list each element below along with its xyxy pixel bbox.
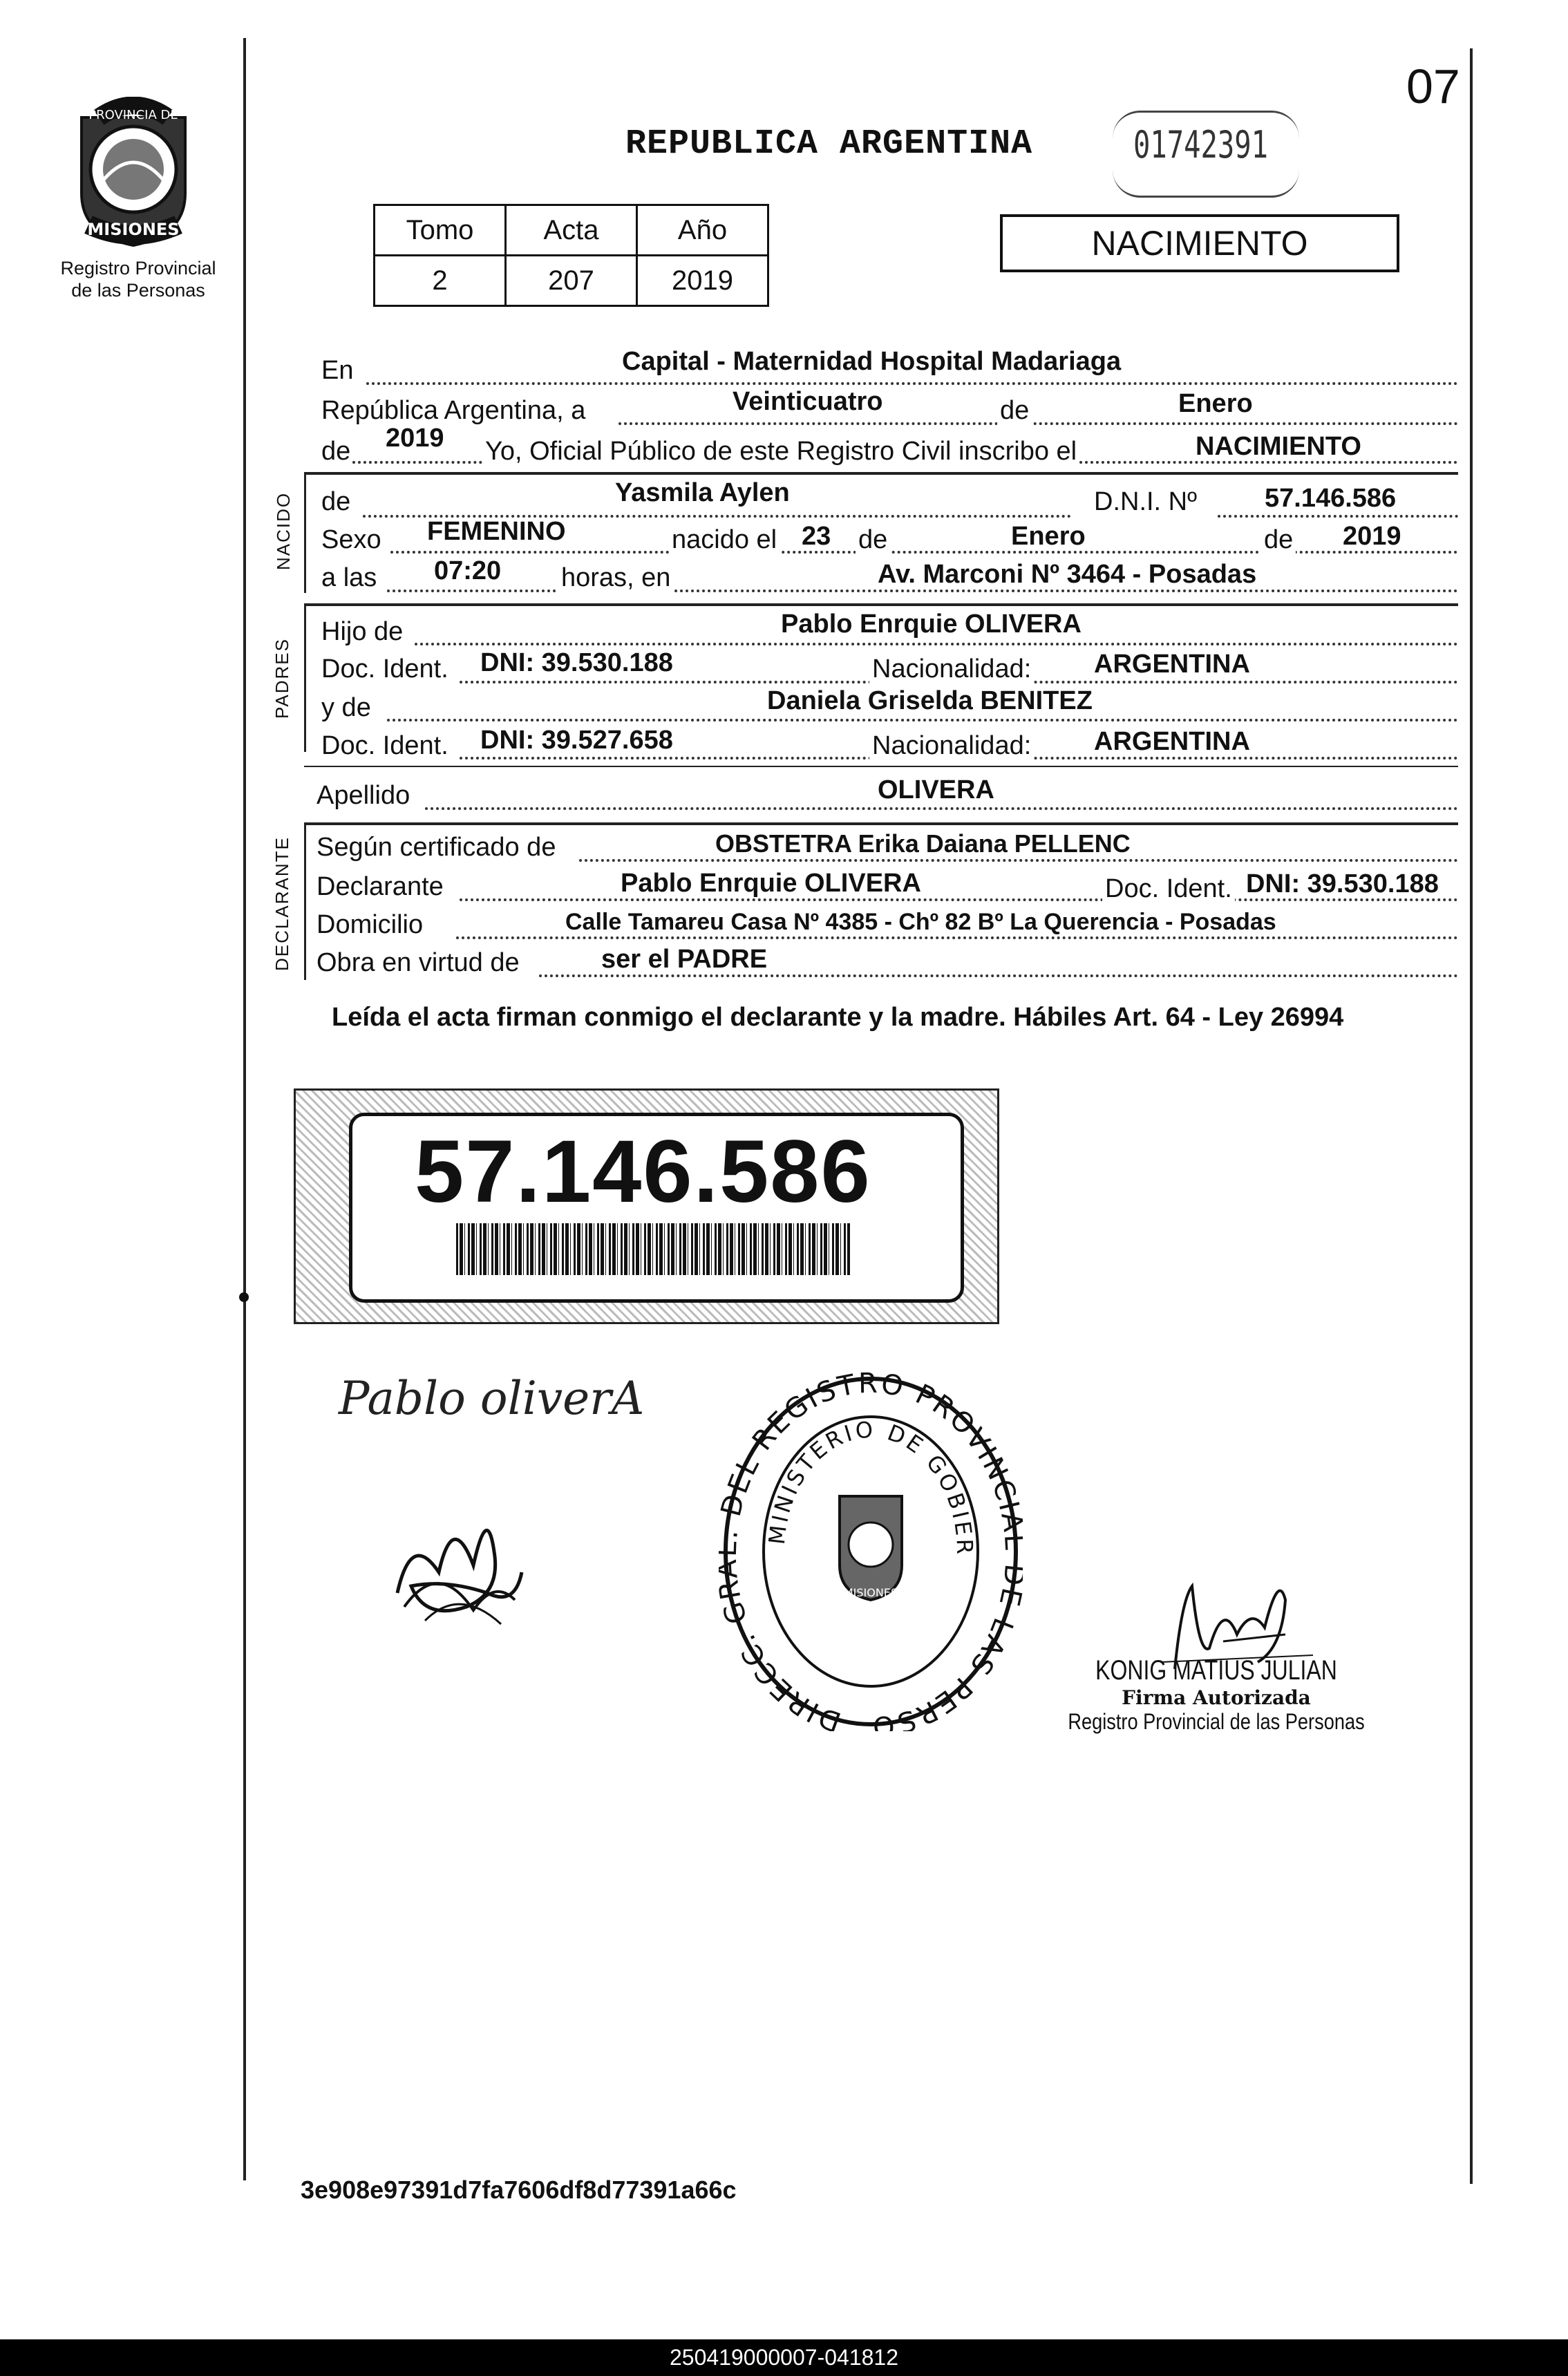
declarante-top-rule <box>304 822 1458 825</box>
date-de-label: de <box>997 396 1032 426</box>
date-dots <box>618 422 1458 425</box>
obra-label: Obra en virtud de <box>317 948 520 977</box>
document-hash: 3e908e97391d7fa7606df8d77391a66c <box>301 2176 737 2204</box>
left-margin-line <box>243 38 246 2180</box>
nacido-section-label: NACIDO <box>273 491 294 570</box>
serial-number: 01742391 <box>1133 123 1269 167</box>
obra-dots <box>539 974 1458 977</box>
place-value: Capital - Maternidad Hospital Madariaga <box>622 347 1122 376</box>
birth-de-label-2: de <box>1261 525 1296 555</box>
province-logo <box>61 97 206 249</box>
padres-bracket <box>304 603 306 752</box>
handwritten-name: Pablo oliverA <box>339 1372 645 1425</box>
a-las-label: a las <box>321 563 377 592</box>
ano-value: 2019 <box>637 256 768 306</box>
place-label: En <box>321 356 354 385</box>
father-dots <box>415 643 1458 645</box>
certificate-value: OBSTETRA Erika Daiana PELLENC <box>715 829 1131 858</box>
record-type-box: NACIMIENTO <box>1000 214 1399 272</box>
mother-doc: DNI: 39.527.658 <box>480 726 673 755</box>
padres-section-label: PADRES <box>272 638 292 719</box>
sexo-value: FEMENINO <box>427 517 566 546</box>
father-nationality: ARGENTINA <box>1094 650 1250 679</box>
birth-address: Av. Marconi Nº 3464 - Posadas <box>878 560 1257 589</box>
registry-caption: Registro Provincial de las Personas <box>60 258 216 301</box>
declarante-bracket <box>304 822 306 980</box>
signatory-name: KONIG MATIUS JULIAN <box>1095 1655 1337 1686</box>
document-title: REPUBLICA ARGENTINA <box>625 124 1033 164</box>
nacido-dni-label: D.N.I. Nº <box>1094 487 1197 516</box>
declarant-signature <box>384 1489 536 1645</box>
apellido-value: OLIVERA <box>878 775 994 804</box>
logo-top-text: PROVINCIA DE <box>88 108 178 122</box>
year-text: Yo, Oficial Público de este Registro Civil inscribo el <box>482 437 1079 466</box>
year-value: 2019 <box>386 424 444 453</box>
declarante-doc: DNI: 39.530.188 <box>1246 869 1439 898</box>
declarante-label: Declarante <box>317 872 444 901</box>
newborn-name: Yasmila Aylen <box>615 478 790 507</box>
right-margin-line <box>1470 48 1473 2184</box>
dni-sticker-number: 57.146.586 <box>415 1122 871 1221</box>
apellido-top-rule <box>304 766 1458 767</box>
hijo-de-label: Hijo de <box>321 617 404 646</box>
tomo-header: Tomo <box>375 205 506 256</box>
page-number: 07 <box>1406 59 1460 113</box>
apellido-dots <box>425 807 1458 810</box>
horas-label: horas, en <box>558 563 673 593</box>
nacido-el-label: nacido el <box>669 525 780 555</box>
domicilio-label: Domicilio <box>317 910 424 939</box>
father-name: Pablo Enrquie OLIVERA <box>781 610 1081 639</box>
declarante-section-label: DECLARANTE <box>272 836 292 971</box>
birth-de-label: de <box>856 525 890 555</box>
date-month: Enero <box>1178 389 1253 418</box>
certificate-dots <box>579 859 1458 862</box>
birth-time: 07:20 <box>434 556 502 585</box>
nacido-bracket <box>304 472 306 593</box>
acta-header: Acta <box>506 205 637 256</box>
mother-name: Daniela Griselda BENITEZ <box>767 686 1093 715</box>
ano-header: Año <box>637 205 768 256</box>
signatory-block <box>1037 1655 1396 1735</box>
place-dots <box>366 382 1458 385</box>
father-nationality-label: Nacionalidad: <box>869 654 1034 684</box>
acta-value: 207 <box>506 256 637 306</box>
official-seal <box>719 1372 1023 1731</box>
father-doc-label: Doc. Ident. <box>321 654 448 683</box>
y-de-label: y de <box>321 693 371 722</box>
seal-inner-text: MINISTERIO DE GOBIER <box>763 1416 979 1558</box>
country-label: República Argentina, a <box>321 396 586 425</box>
barcode <box>456 1223 850 1275</box>
birth-day: 23 <box>802 522 831 551</box>
apellido-label: Apellido <box>317 781 410 810</box>
signatory-role: Firma Autorizada <box>1122 1686 1311 1709</box>
seal-outer-text: DIRECC. G DEL REGISTRO PROVINCI LAS PERSO <box>719 1372 1023 1731</box>
logo-bottom-text: MISIONES <box>87 220 180 239</box>
time-dots <box>387 590 1458 592</box>
declarante-doc-label: Doc. Ident. <box>1102 874 1235 904</box>
segun-label: Según certificado de <box>317 833 556 862</box>
birth-month: Enero <box>1011 522 1086 551</box>
mother-doc-label: Doc. Ident. <box>321 731 448 760</box>
domicilio-dots <box>456 936 1458 939</box>
seal-emblem-text: MISIONES <box>843 1586 898 1599</box>
birth-year: 2019 <box>1343 522 1401 551</box>
nacido-top-rule <box>304 472 1458 475</box>
tomo-value: 2 <box>375 256 506 306</box>
date-day: Veinticuatro <box>733 387 883 416</box>
domicilio-value: Calle Tamareu Casa Nº 4385 - Chº 82 Bº La Querencia - Posadas <box>565 909 1276 935</box>
father-doc: DNI: 39.530.188 <box>480 648 673 677</box>
nacido-de-label: de <box>321 487 351 516</box>
declarante-name: Pablo Enrquie OLIVERA <box>621 869 921 898</box>
sexo-dots <box>390 551 1458 554</box>
sexo-label: Sexo <box>321 525 381 554</box>
obra-value: ser el PADRE <box>601 945 768 974</box>
mother-nationality: ARGENTINA <box>1094 727 1250 756</box>
mother-nationality-label: Nacionalidad: <box>869 731 1034 761</box>
nacido-dni-dots <box>1218 515 1458 518</box>
sticker-bullet <box>239 1292 249 1302</box>
closing-statement: Leída el acta firman conmigo el declarante y la madre. Hábiles Art. 64 - Ley 26994 <box>332 1003 1344 1032</box>
newborn-dni: 57.146.586 <box>1265 484 1397 513</box>
padres-top-rule <box>304 603 1458 606</box>
reference-table <box>373 204 769 307</box>
mother-dots <box>387 719 1458 722</box>
signatory-org: Registro Provincial de las Personas <box>1068 1709 1365 1734</box>
year-record: NACIMIENTO <box>1196 432 1361 461</box>
year-de-label: de <box>321 437 351 466</box>
footer-code-bar: 250419000007-041812 <box>0 2339 1568 2376</box>
